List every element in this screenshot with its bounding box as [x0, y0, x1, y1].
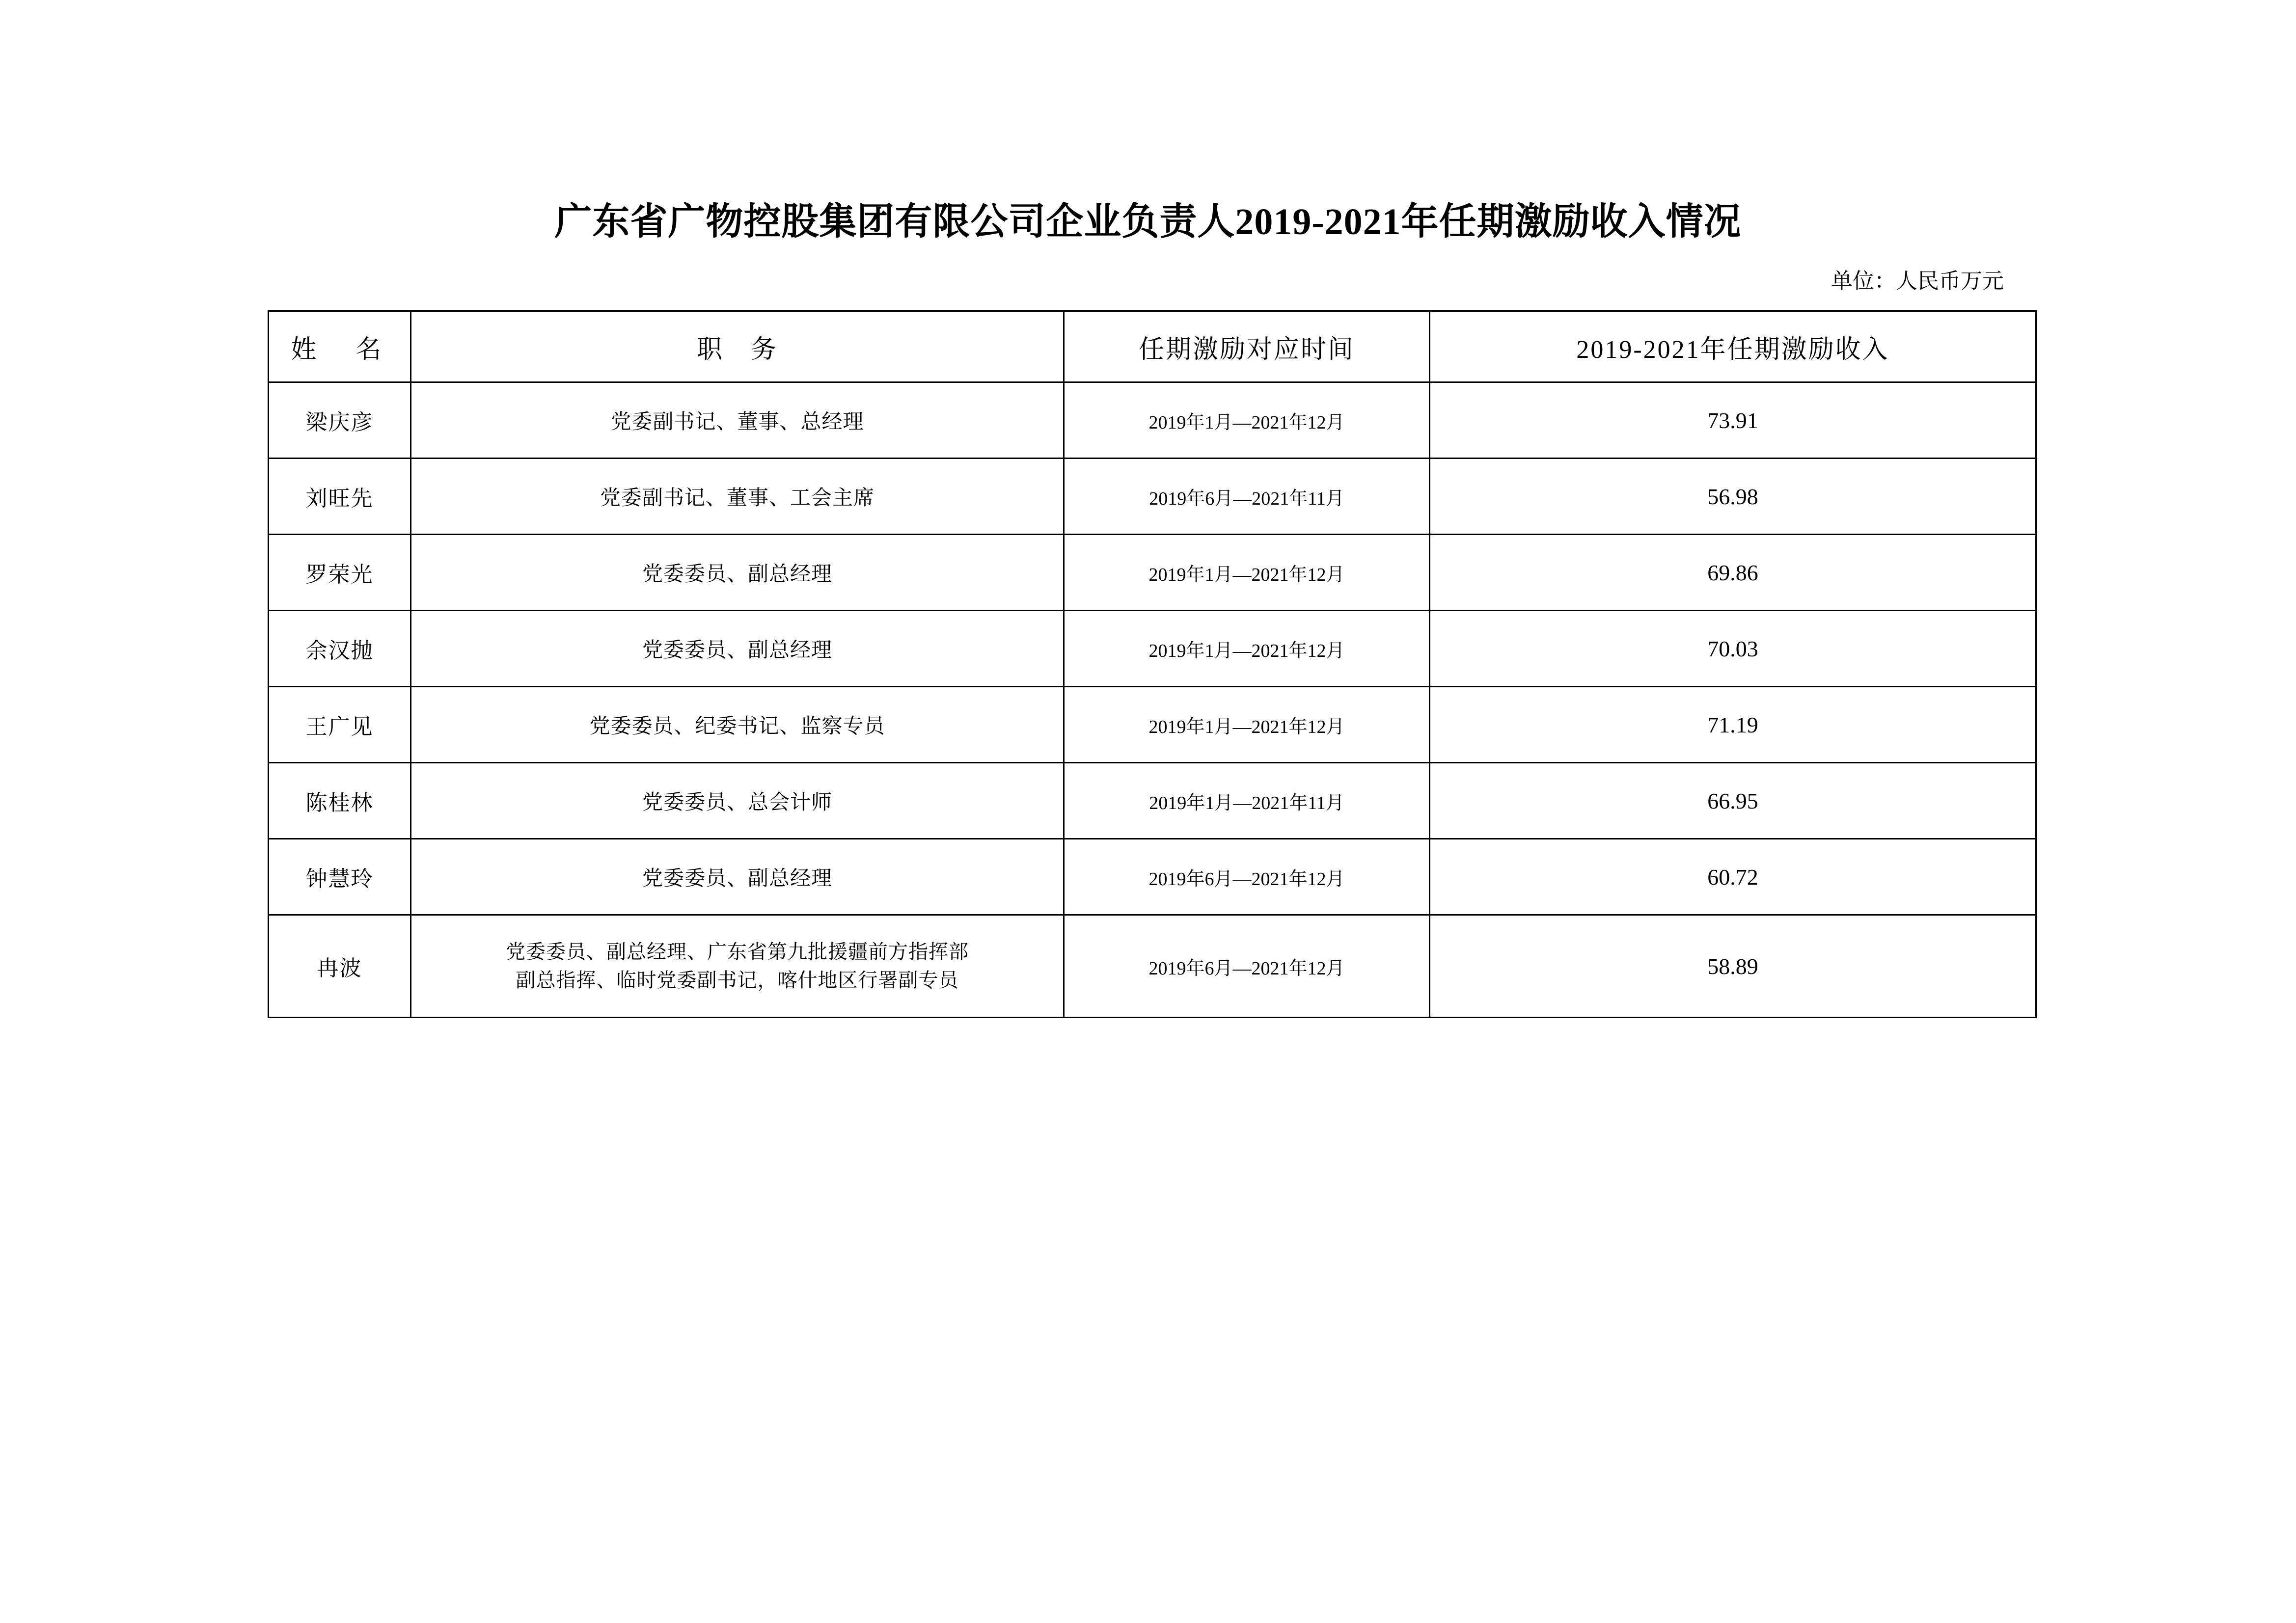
- cell-post: 党委副书记、董事、工会主席: [411, 459, 1064, 535]
- cell-post-line-1: 党委委员、副总经理、广东省第九批援疆前方指挥部: [506, 941, 969, 963]
- cell-name: 冉波: [269, 915, 411, 1018]
- column-header-post: 职 务: [411, 311, 1064, 382]
- cell-name: 罗荣光: [269, 535, 411, 611]
- cell-post: [411, 915, 1064, 1018]
- cell-income: 70.03: [1430, 611, 2036, 687]
- cell-post: 党委委员、副总经理: [411, 839, 1064, 915]
- cell-period: 2019年1月—2021年12月: [1064, 611, 1430, 687]
- table-row: [269, 915, 2036, 1018]
- column-header-name: 姓 名: [269, 311, 411, 382]
- cell-period: 2019年1月—2021年11月: [1064, 763, 1430, 839]
- cell-period: 2019年6月—2021年11月: [1064, 459, 1430, 535]
- cell-name: 王广见: [269, 687, 411, 763]
- cell-period: 2019年1月—2021年12月: [1064, 382, 1430, 459]
- table-row: [269, 459, 2036, 535]
- cell-period: 2019年1月—2021年12月: [1064, 687, 1430, 763]
- cell-name: 余汉抛: [269, 611, 411, 687]
- unit-note: 单位：人民币万元: [1831, 269, 2004, 293]
- cell-income: 58.89: [1430, 915, 2036, 1018]
- cell-post-line-2: 副总指挥、临时党委副书记，喀什地区行署副专员: [516, 969, 959, 991]
- cell-name: 钟慧玲: [269, 839, 411, 915]
- cell-post: 党委委员、副总经理: [411, 611, 1064, 687]
- cell-period: 2019年6月—2021年12月: [1064, 915, 1430, 1018]
- table-body: [269, 382, 2036, 1018]
- cell-income: 56.98: [1430, 459, 2036, 535]
- table-row: [269, 687, 2036, 763]
- cell-name: 梁庆彦: [269, 382, 411, 459]
- cell-post: 党委委员、副总经理: [411, 535, 1064, 611]
- table-row: [269, 763, 2036, 839]
- cell-post: 党委委员、总会计师: [411, 763, 1064, 839]
- cell-period: 2019年1月—2021年12月: [1064, 535, 1430, 611]
- table-header: [269, 311, 2036, 382]
- table-row: [269, 535, 2036, 611]
- cell-period: 2019年6月—2021年12月: [1064, 839, 1430, 915]
- table-row: [269, 382, 2036, 459]
- column-header-income: 2019-2021年任期激励收入: [1430, 311, 2036, 382]
- incentive-income-table: [268, 310, 2037, 1018]
- cell-income: 66.95: [1430, 763, 2036, 839]
- page-title: 广东省广物控股集团有限公司企业负责人2019-2021年任期激励收入情况: [554, 201, 1742, 243]
- cell-name: 刘旺先: [269, 459, 411, 535]
- table-row: [269, 839, 2036, 915]
- cell-post: 党委委员、纪委书记、监察专员: [411, 687, 1064, 763]
- cell-name: 陈桂林: [269, 763, 411, 839]
- column-header-period: 任期激励对应时间: [1064, 311, 1430, 382]
- cell-income: 69.86: [1430, 535, 2036, 611]
- cell-income: 73.91: [1430, 382, 2036, 459]
- cell-post: 党委副书记、董事、总经理: [411, 382, 1064, 459]
- cell-income: 60.72: [1430, 839, 2036, 915]
- table-header-row: [269, 311, 2036, 382]
- table-row: [269, 611, 2036, 687]
- cell-income: 71.19: [1430, 687, 2036, 763]
